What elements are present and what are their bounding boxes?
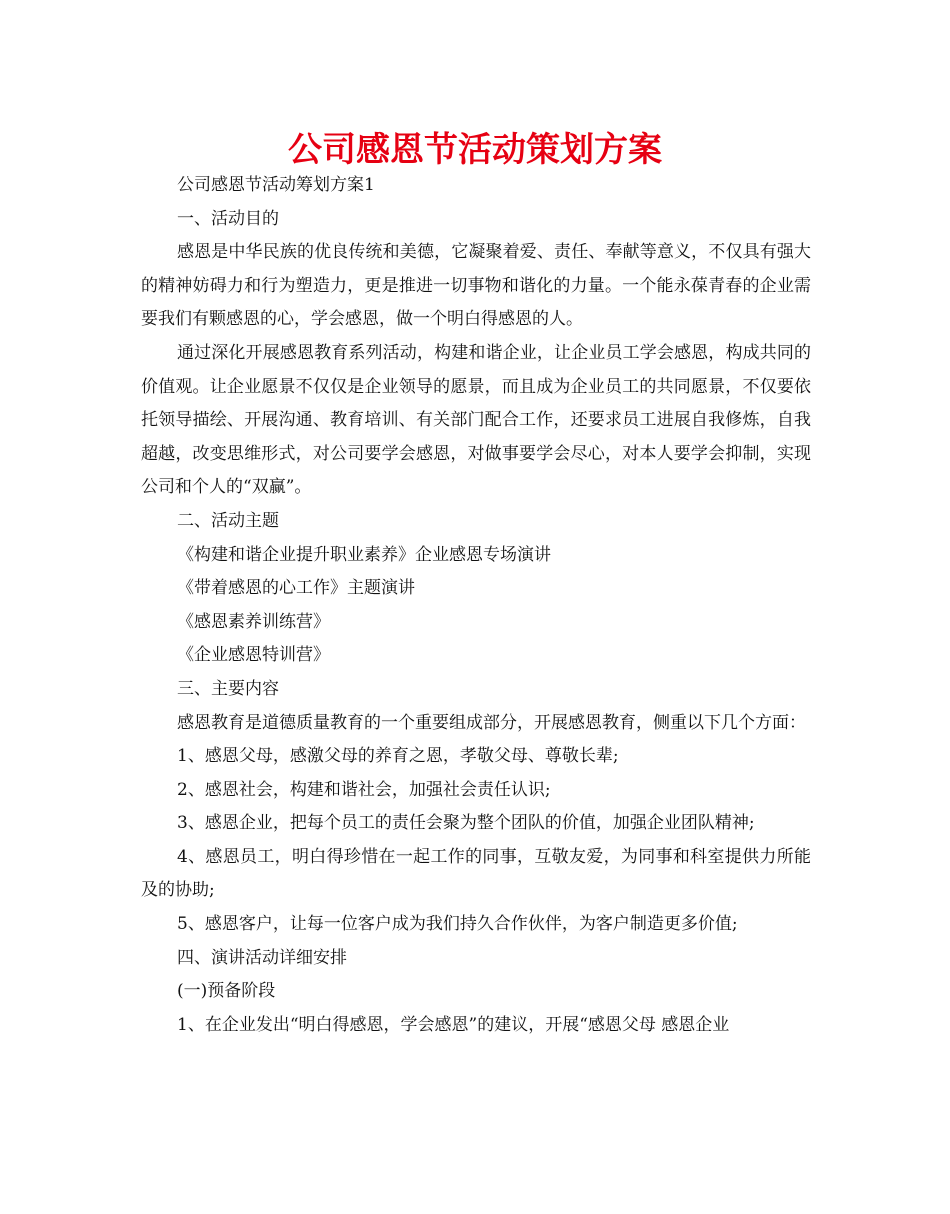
subsection-heading: (一)预备阶段 [177, 981, 276, 1002]
section-heading-theme: 二、活动主题 [177, 510, 279, 531]
section-heading-arrangement: 四、演讲活动详细安排 [177, 947, 347, 968]
list-item: 2、感恩社会，构建和谐社会，加强社会责任认识; [177, 779, 551, 800]
document-body [141, 169, 811, 1042]
theme-item: 《企业感恩特训营》 [177, 645, 330, 666]
theme-item: 《带着感恩的心工作》主题演讲 [177, 578, 415, 599]
body-paragraph: 感恩教育是道德质量教育的一个重要组成部分，开展感恩教育，侧重以下几个方面： [177, 712, 806, 733]
list-item: 5、感恩客户，让每一位客户成为我们持久合作伙伴，为客户制造更多价值; [177, 914, 738, 935]
subtitle-paragraph: 公司感恩节活动筹划方案1 [177, 175, 375, 195]
theme-item: 《感恩素养训练营》 [177, 611, 330, 632]
list-item: 3、感恩企业，把每个员工的责任会聚为整个团队的价值，加强企业团队精神; [177, 813, 755, 834]
section-heading-content: 三、主要内容 [177, 678, 279, 699]
list-item: 1、感恩父母，感激父母的养育之恩，孝敬父母、尊敬长辈; [177, 746, 619, 767]
document-title: 公司感恩节活动策划方案 [288, 130, 662, 170]
body-paragraph: 感恩是中华民族的优良传统和美德，它凝聚着爱、责任、奉献等意义，不仅具有强大的精神妨碍力和行为塑造力，更是推进一切事物和谐化的力量。一个能永葆青春的企业需要我们有颗感恩的心，学会感恩，做一个明白得感恩的人。 [141, 242, 811, 330]
list-item: 1、在企业发出“明白得感恩，学会感恩”的建议，开展“感恩父母 感恩企业 [177, 1014, 730, 1035]
body-paragraph: 通过深化开展感恩教育系列活动，构建和谐企业，让企业员工学会感恩，构成共同的价值观。让企业愿景不仅仅是企业领导的愿景，而且成为企业员工的共同愿景，不仅要依托领导描绘、开展沟通、教育培训、有关部门配合工作，还要求员工进展自我修炼，自我超越，改变思维形式，对公司要学会感恩，对做事要学会尽心，对本人要学会抑制，实现公司和个人的“双赢”。 [141, 342, 811, 498]
list-item: 4、感恩员工，明白得珍惜在一起工作的同事，互敬友爱，为同事和科室提供力所能及的协助; [141, 846, 811, 901]
section-heading-purpose: 一、活动目的 [177, 208, 279, 229]
theme-item: 《构建和谐企业提升职业素养》企业感恩专场演讲 [177, 544, 551, 565]
